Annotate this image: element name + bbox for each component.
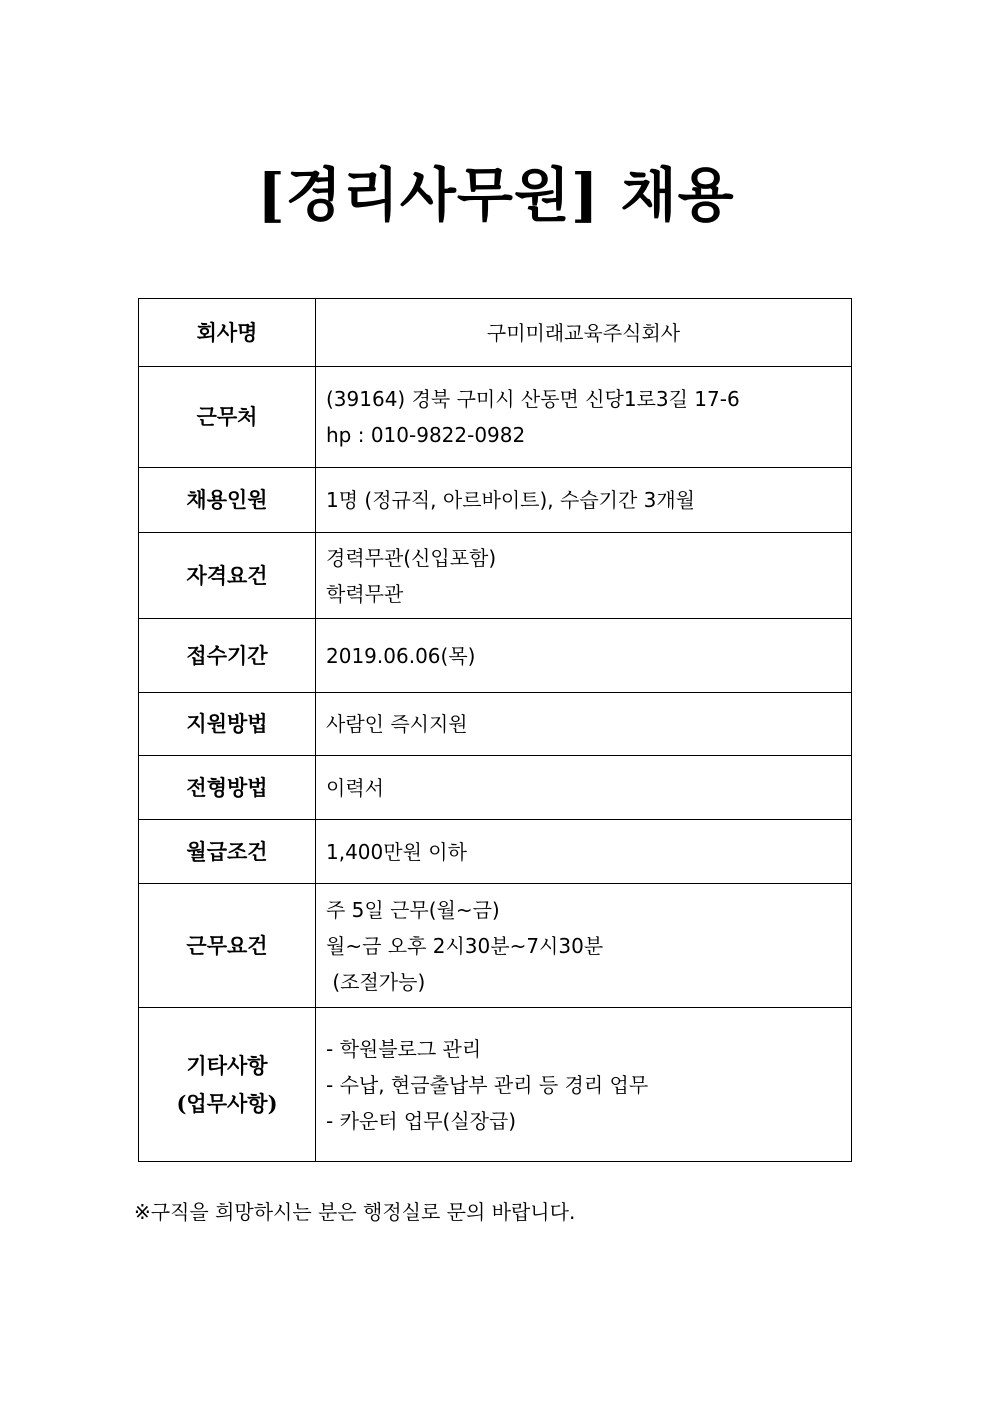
- value-company: [316, 299, 852, 367]
- value-salary: [316, 820, 852, 884]
- row-application-period: [139, 619, 852, 693]
- label-line: (업무사항): [176, 1090, 278, 1116]
- row-workplace: [139, 367, 852, 468]
- label-application-method: 지원방법: [139, 693, 316, 756]
- value-line: 사람인 즉시지원: [326, 712, 468, 736]
- value-line: (조절가능): [326, 969, 426, 994]
- value-line: (39164) 경북 구미시 산동면 신당1로3길 17-6: [326, 387, 740, 411]
- row-application-method: [139, 693, 852, 756]
- row-company: [139, 299, 852, 367]
- value-line: 주 5일 근무(월~금): [326, 897, 500, 922]
- label-headcount: 채용인원: [139, 468, 316, 533]
- value-application-method: [316, 693, 852, 756]
- row-salary: [139, 820, 852, 884]
- label-salary: 월급조건: [139, 820, 316, 884]
- value-other-duties: [316, 1008, 852, 1162]
- row-qualifications: [139, 533, 852, 619]
- label-other-duties: [139, 1008, 316, 1162]
- label-workplace: 근무처: [139, 367, 316, 468]
- page-title: [경리사무원] 채용: [257, 161, 735, 229]
- row-headcount: [139, 468, 852, 533]
- label-qualifications: 자격요건: [139, 533, 316, 619]
- row-work-conditions: [139, 884, 852, 1008]
- value-line: hp : 010-9822-0982: [326, 423, 526, 447]
- row-other-duties: [139, 1008, 852, 1162]
- value-line: 학력무관: [326, 581, 404, 606]
- value-line: 2019.06.06(목): [326, 643, 476, 668]
- label-line: 기타사항: [186, 1052, 268, 1078]
- value-line: 월~금 오후 2시30분~7시30분: [326, 933, 604, 958]
- label-screening-method: 전형방법: [139, 756, 316, 820]
- value-workplace: [316, 367, 852, 468]
- value-screening-method: [316, 756, 852, 820]
- row-screening-method: [139, 756, 852, 820]
- value-line: - 카운터 업무(실장급): [326, 1108, 517, 1133]
- value-headcount: [316, 468, 852, 533]
- value-line: 1명 (정규직, 아르바이트), 수습기간 3개월: [326, 488, 695, 512]
- value-line: 이력서: [326, 775, 384, 800]
- label-company: 회사명: [139, 299, 316, 367]
- value-line: - 학원블로그 관리: [326, 1036, 482, 1061]
- label-application-period: 접수기간: [139, 619, 316, 693]
- value-work-conditions: [316, 884, 852, 1008]
- job-posting-table: [138, 298, 852, 1162]
- value-qualifications: [316, 533, 852, 619]
- label-work-conditions: 근무요건: [139, 884, 316, 1008]
- value-line: - 수납, 현금출납부 관리 등 경리 업무: [326, 1072, 649, 1097]
- value-application-period: [316, 619, 852, 693]
- value-line: 경력무관(신입포함): [326, 545, 497, 570]
- footnote: ※구직을 희망하시는 분은 행정실로 문의 바랍니다.: [134, 1200, 576, 1224]
- value-line: 구미미래교육주식회사: [486, 320, 681, 345]
- value-line: 1,400만원 이하: [326, 839, 467, 864]
